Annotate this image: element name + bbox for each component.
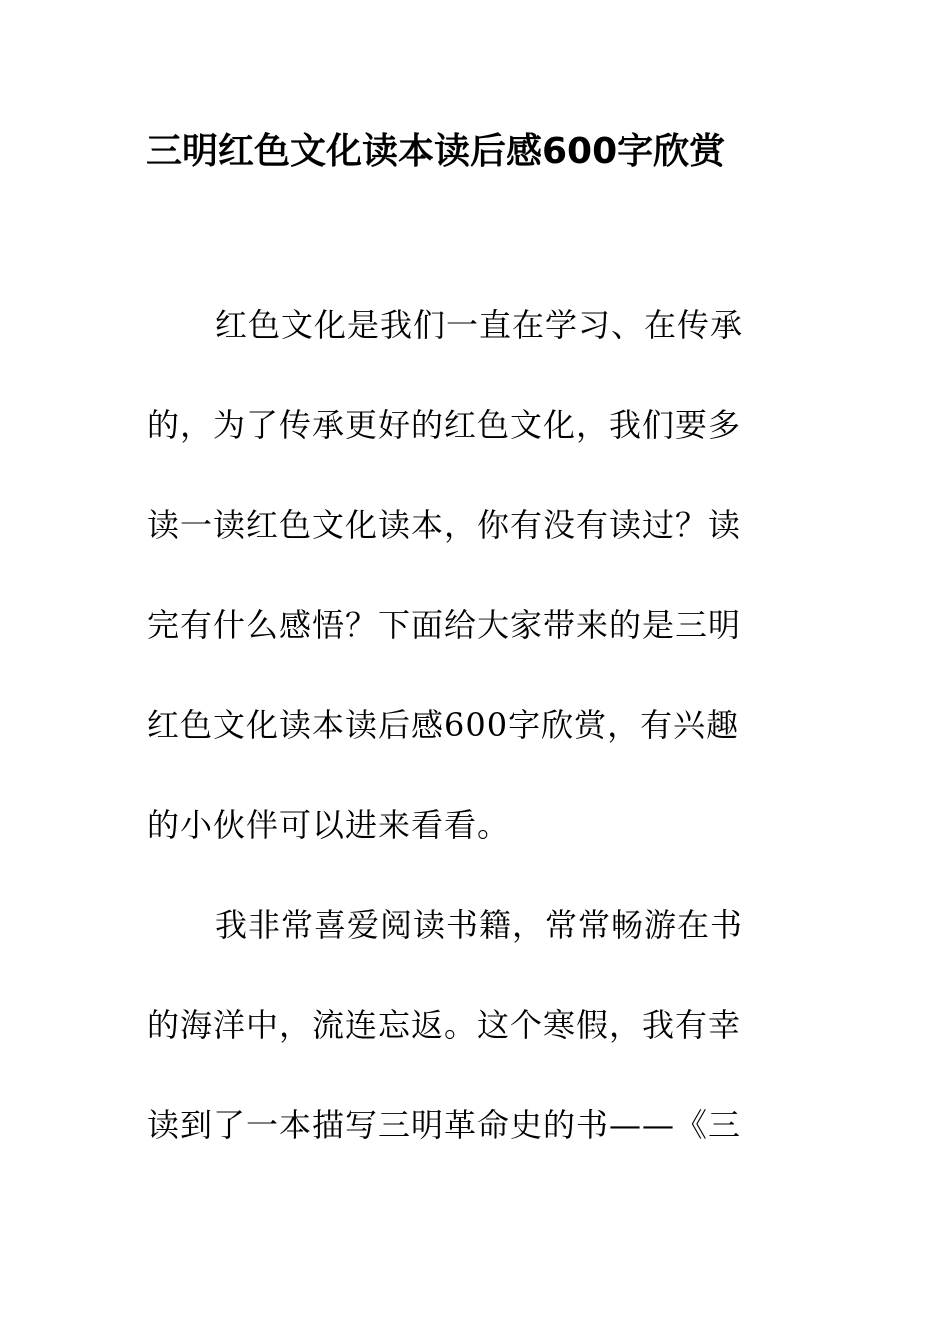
paragraph-line: 红色文化读本读后感600字欣赏，有兴趣: [147, 706, 740, 744]
paragraph-line: 读一读红色文化读本，你有没有读过？读: [147, 506, 742, 544]
paragraph-line: 的，为了传承更好的红色文化，我们要多: [147, 406, 742, 444]
paragraph-line: 我非常喜爱阅读书籍，常常畅游在书: [215, 906, 744, 944]
paragraph-line: 红色文化是我们一直在学习、在传承: [215, 306, 744, 344]
paragraph-line: 读到了一本描写三明革命史的书——《三: [147, 1106, 742, 1144]
paragraph-line: 完有什么感悟？下面给大家带来的是三明: [147, 606, 742, 644]
paragraph-line: 的小伙伴可以进来看看。: [147, 806, 511, 844]
document-title: 三明红色文化读本读后感600字欣赏: [146, 131, 726, 172]
paragraph-line: 的海洋中，流连忘返。这个寒假，我有幸: [147, 1006, 742, 1044]
